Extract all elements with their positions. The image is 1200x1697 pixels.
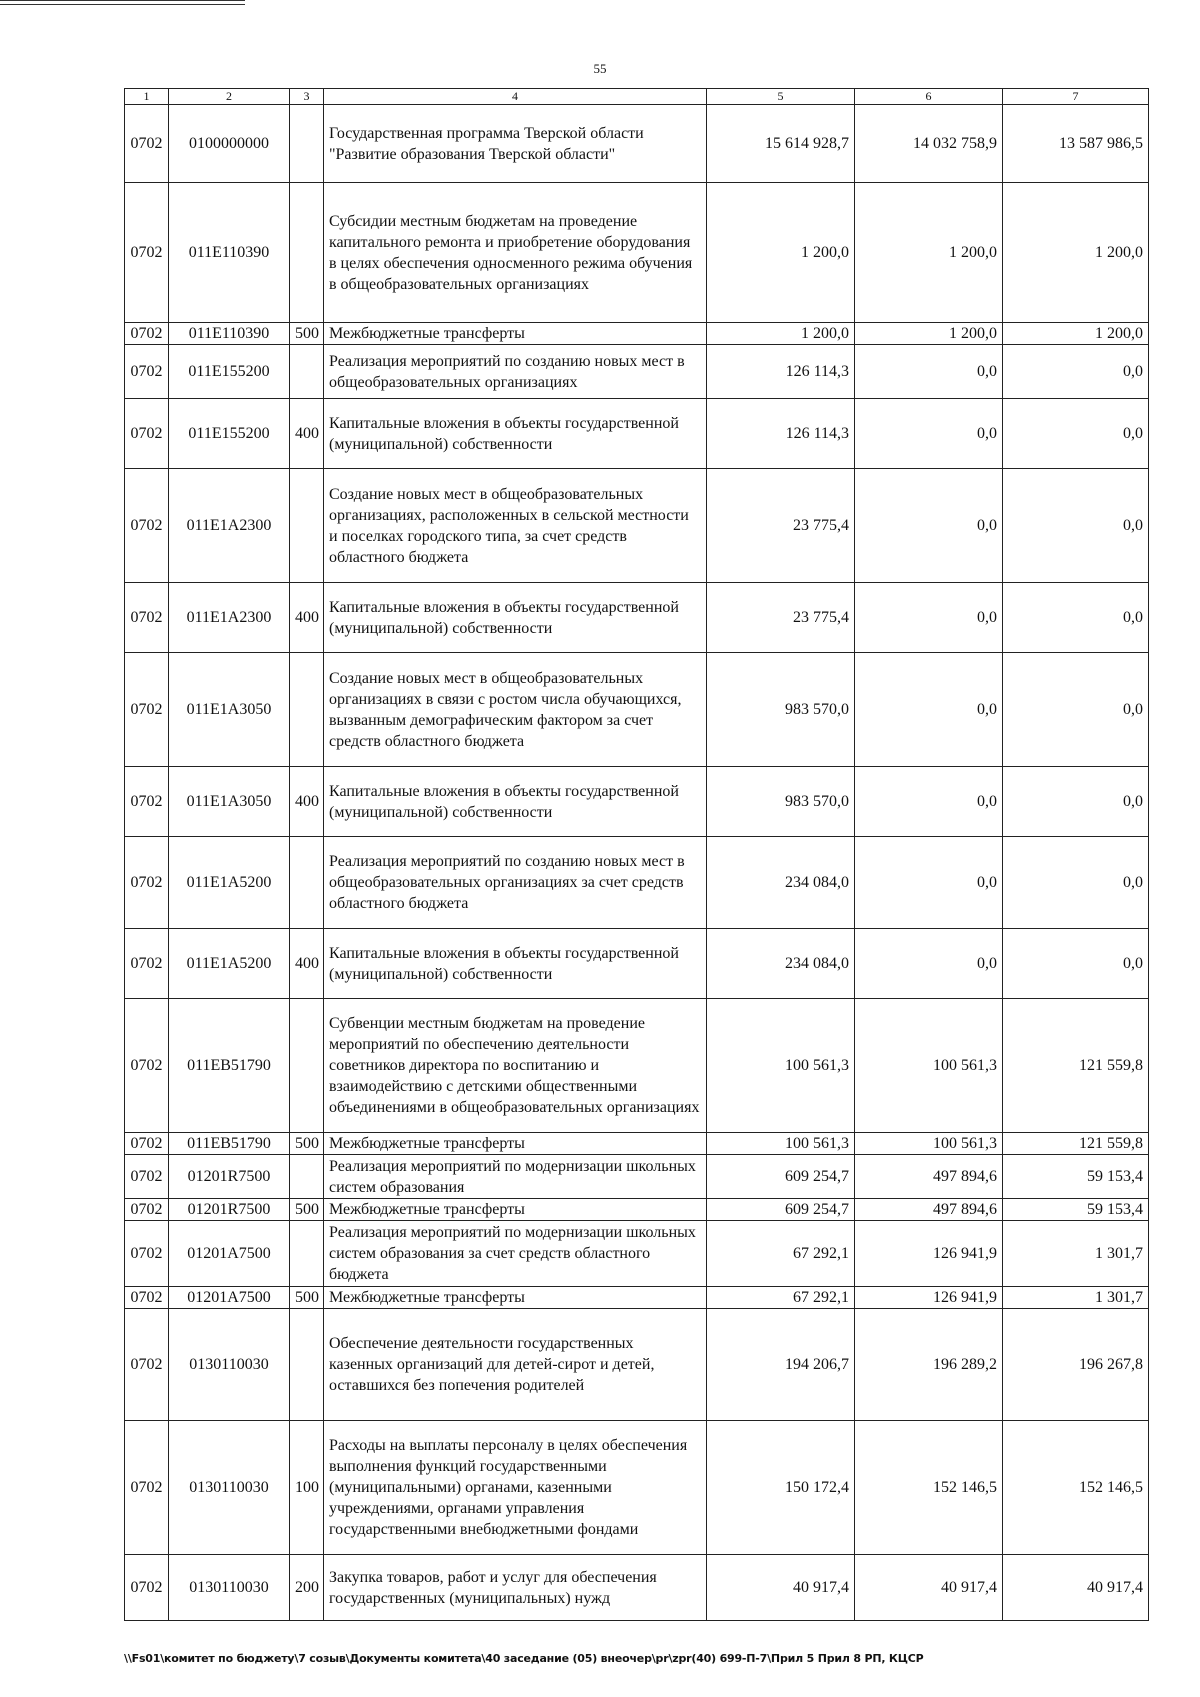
- amount-year1-cell: 126 114,3: [707, 345, 855, 399]
- target-article-cell: 011E1A3050: [169, 653, 290, 767]
- item-name-cell: Капитальные вложения в объекты государственной (муниципальной) собственности: [324, 767, 707, 837]
- table-row: [125, 767, 1149, 837]
- section-code-cell: 0702: [125, 323, 169, 345]
- target-article-cell: 011E1A3050: [169, 767, 290, 837]
- item-name-cell: Государственная программа Тверской области "Развитие образования Тверской области": [324, 105, 707, 183]
- table-row: [125, 469, 1149, 583]
- amount-year3-cell: 0,0: [1003, 469, 1149, 583]
- expense-type-cell: [290, 653, 324, 767]
- target-article-cell: 011E110390: [169, 323, 290, 345]
- amount-year3-cell: 0,0: [1003, 345, 1149, 399]
- amount-year1-cell: 983 570,0: [707, 653, 855, 767]
- table-row: [125, 1555, 1149, 1621]
- target-article-cell: 011E1A2300: [169, 469, 290, 583]
- target-article-cell: 011E1A5200: [169, 837, 290, 929]
- expense-type-cell: 200: [290, 1555, 324, 1621]
- target-article-cell: 0100000000: [169, 105, 290, 183]
- amount-year1-cell: 609 254,7: [707, 1155, 855, 1199]
- scan-edge-line: [0, 4, 245, 5]
- target-article-cell: 0130110030: [169, 1309, 290, 1421]
- item-name-cell: Расходы на выплаты персоналу в целях обеспечения выполнения функций государственными (муниципальными) органами, казенными учреждениями, органами управления государственными внебюджетными фондами: [324, 1421, 707, 1555]
- target-article-cell: 0130110030: [169, 1555, 290, 1621]
- section-code-cell: 0702: [125, 1555, 169, 1621]
- expense-type-cell: [290, 105, 324, 183]
- amount-year3-cell: 0,0: [1003, 837, 1149, 929]
- amount-year2-cell: 0,0: [855, 345, 1003, 399]
- amount-year1-cell: 150 172,4: [707, 1421, 855, 1555]
- table-row: [125, 399, 1149, 469]
- amount-year3-cell: 0,0: [1003, 583, 1149, 653]
- amount-year3-cell: 0,0: [1003, 399, 1149, 469]
- amount-year3-cell: 0,0: [1003, 767, 1149, 837]
- header-cell: 1: [125, 89, 169, 105]
- budget-table: [124, 88, 1149, 1621]
- table-row: [125, 1309, 1149, 1421]
- item-name-cell: Обеспечение деятельности государственных казенных организаций для детей-сирот и детей, оставшихся без попечения родителей: [324, 1309, 707, 1421]
- item-name-cell: Создание новых мест в общеобразовательных организациях, расположенных в сельской местности и поселках городского типа, за счет средств областного бюджета: [324, 469, 707, 583]
- file-path-footer: \\Fs01\комитет по бюджету\7 созыв\Документы комитета\40 заседание (05) внеочер\pr\zpr(40) 699-П-7\Прил 5 Прил 8 РП, КЦСР: [124, 1652, 924, 1665]
- target-article-cell: 01201A7500: [169, 1221, 290, 1287]
- table-row: [125, 1287, 1149, 1309]
- section-code-cell: 0702: [125, 1309, 169, 1421]
- amount-year2-cell: 0,0: [855, 653, 1003, 767]
- table-row: [125, 1155, 1149, 1199]
- expense-type-cell: [290, 837, 324, 929]
- section-code-cell: 0702: [125, 399, 169, 469]
- amount-year1-cell: 15 614 928,7: [707, 105, 855, 183]
- amount-year2-cell: 1 200,0: [855, 323, 1003, 345]
- amount-year1-cell: 100 561,3: [707, 1133, 855, 1155]
- amount-year2-cell: 0,0: [855, 583, 1003, 653]
- header-row: [125, 89, 1149, 105]
- expense-type-cell: 100: [290, 1421, 324, 1555]
- amount-year2-cell: 1 200,0: [855, 183, 1003, 323]
- target-article-cell: 011E155200: [169, 345, 290, 399]
- amount-year1-cell: 234 084,0: [707, 837, 855, 929]
- section-code-cell: 0702: [125, 1221, 169, 1287]
- amount-year3-cell: 59 153,4: [1003, 1155, 1149, 1199]
- item-name-cell: Капитальные вложения в объекты государственной (муниципальной) собственности: [324, 583, 707, 653]
- expense-type-cell: 400: [290, 929, 324, 999]
- table-row: [125, 929, 1149, 999]
- section-code-cell: 0702: [125, 183, 169, 323]
- section-code-cell: 0702: [125, 1287, 169, 1309]
- amount-year3-cell: 152 146,5: [1003, 1421, 1149, 1555]
- item-name-cell: Закупка товаров, работ и услуг для обеспечения государственных (муниципальных) нужд: [324, 1555, 707, 1621]
- header-cell: 4: [324, 89, 707, 105]
- expense-type-cell: 500: [290, 323, 324, 345]
- table-row: [125, 999, 1149, 1133]
- item-name-cell: Реализация мероприятий по созданию новых мест в общеобразовательных организациях за счет средств областного бюджета: [324, 837, 707, 929]
- amount-year1-cell: 67 292,1: [707, 1287, 855, 1309]
- table-row: [125, 183, 1149, 323]
- expense-type-cell: 400: [290, 767, 324, 837]
- expense-type-cell: [290, 183, 324, 323]
- table-row: [125, 105, 1149, 183]
- amount-year2-cell: 126 941,9: [855, 1287, 1003, 1309]
- expense-type-cell: 400: [290, 583, 324, 653]
- amount-year1-cell: 234 084,0: [707, 929, 855, 999]
- amount-year3-cell: 196 267,8: [1003, 1309, 1149, 1421]
- section-code-cell: 0702: [125, 469, 169, 583]
- table-row: [125, 1221, 1149, 1287]
- target-article-cell: 011E155200: [169, 399, 290, 469]
- amount-year1-cell: 1 200,0: [707, 323, 855, 345]
- item-name-cell: Реализация мероприятий по модернизации школьных систем образования за счет средств областного бюджета: [324, 1221, 707, 1287]
- amount-year2-cell: 497 894,6: [855, 1199, 1003, 1221]
- amount-year3-cell: 1 200,0: [1003, 323, 1149, 345]
- amount-year1-cell: 23 775,4: [707, 469, 855, 583]
- amount-year3-cell: 13 587 986,5: [1003, 105, 1149, 183]
- header-cell: 5: [707, 89, 855, 105]
- item-name-cell: Реализация мероприятий по модернизации школьных систем образования: [324, 1155, 707, 1199]
- amount-year1-cell: 67 292,1: [707, 1221, 855, 1287]
- amount-year3-cell: 40 917,4: [1003, 1555, 1149, 1621]
- amount-year2-cell: 14 032 758,9: [855, 105, 1003, 183]
- expense-type-cell: [290, 345, 324, 399]
- table-body: [125, 89, 1149, 1621]
- amount-year2-cell: 126 941,9: [855, 1221, 1003, 1287]
- target-article-cell: 0130110030: [169, 1421, 290, 1555]
- header-cell: 2: [169, 89, 290, 105]
- amount-year2-cell: 0,0: [855, 469, 1003, 583]
- amount-year1-cell: 126 114,3: [707, 399, 855, 469]
- expense-type-cell: [290, 999, 324, 1133]
- header-cell: 3: [290, 89, 324, 105]
- target-article-cell: 01201A7500: [169, 1287, 290, 1309]
- item-name-cell: Субвенции местным бюджетам на проведение мероприятий по обеспечению деятельности советников директора по воспитанию и взаимодействию с детскими общественными объединениями в общеобразовательных организациях: [324, 999, 707, 1133]
- amount-year2-cell: 0,0: [855, 399, 1003, 469]
- expense-type-cell: 400: [290, 399, 324, 469]
- target-article-cell: 01201R7500: [169, 1199, 290, 1221]
- table-row: [125, 653, 1149, 767]
- expense-type-cell: [290, 1221, 324, 1287]
- section-code-cell: 0702: [125, 345, 169, 399]
- table-row: [125, 583, 1149, 653]
- section-code-cell: 0702: [125, 1199, 169, 1221]
- item-name-cell: Капитальные вложения в объекты государственной (муниципальной) собственности: [324, 399, 707, 469]
- amount-year3-cell: 1 301,7: [1003, 1287, 1149, 1309]
- expense-type-cell: 500: [290, 1133, 324, 1155]
- section-code-cell: 0702: [125, 1133, 169, 1155]
- section-code-cell: 0702: [125, 999, 169, 1133]
- section-code-cell: 0702: [125, 583, 169, 653]
- scan-edge-line: [0, 0, 245, 1]
- section-code-cell: 0702: [125, 929, 169, 999]
- item-name-cell: Капитальные вложения в объекты государственной (муниципальной) собственности: [324, 929, 707, 999]
- amount-year2-cell: 196 289,2: [855, 1309, 1003, 1421]
- header-cell: 6: [855, 89, 1003, 105]
- item-name-cell: Субсидии местным бюджетам на проведение капитального ремонта и приобретение оборудования в целях обеспечения односменного режима обучения в общеобразовательных организациях: [324, 183, 707, 323]
- amount-year3-cell: 121 559,8: [1003, 1133, 1149, 1155]
- expense-type-cell: [290, 469, 324, 583]
- target-article-cell: 011E1A2300: [169, 583, 290, 653]
- target-article-cell: 011E1A5200: [169, 929, 290, 999]
- amount-year1-cell: 983 570,0: [707, 767, 855, 837]
- amount-year2-cell: 0,0: [855, 929, 1003, 999]
- amount-year3-cell: 59 153,4: [1003, 1199, 1149, 1221]
- amount-year2-cell: 497 894,6: [855, 1155, 1003, 1199]
- section-code-cell: 0702: [125, 653, 169, 767]
- amount-year3-cell: 121 559,8: [1003, 999, 1149, 1133]
- amount-year2-cell: 40 917,4: [855, 1555, 1003, 1621]
- amount-year1-cell: 23 775,4: [707, 583, 855, 653]
- table-row: [125, 1199, 1149, 1221]
- expense-type-cell: 500: [290, 1287, 324, 1309]
- item-name-cell: Межбюджетные трансферты: [324, 1133, 707, 1155]
- amount-year1-cell: 609 254,7: [707, 1199, 855, 1221]
- section-code-cell: 0702: [125, 1155, 169, 1199]
- amount-year2-cell: 0,0: [855, 767, 1003, 837]
- section-code-cell: 0702: [125, 837, 169, 929]
- table-row: [125, 837, 1149, 929]
- amount-year2-cell: 100 561,3: [855, 999, 1003, 1133]
- expense-type-cell: [290, 1155, 324, 1199]
- amount-year3-cell: 1 200,0: [1003, 183, 1149, 323]
- table-row: [125, 345, 1149, 399]
- target-article-cell: 011E110390: [169, 183, 290, 323]
- amount-year1-cell: 100 561,3: [707, 999, 855, 1133]
- amount-year3-cell: 0,0: [1003, 929, 1149, 999]
- table-row: [125, 1133, 1149, 1155]
- amount-year2-cell: 100 561,3: [855, 1133, 1003, 1155]
- expense-type-cell: 500: [290, 1199, 324, 1221]
- amount-year1-cell: 1 200,0: [707, 183, 855, 323]
- table-row: [125, 323, 1149, 345]
- amount-year1-cell: 194 206,7: [707, 1309, 855, 1421]
- item-name-cell: Реализация мероприятий по созданию новых мест в общеобразовательных организациях: [324, 345, 707, 399]
- item-name-cell: Межбюджетные трансферты: [324, 1199, 707, 1221]
- amount-year2-cell: 0,0: [855, 837, 1003, 929]
- table-row: [125, 1421, 1149, 1555]
- amount-year2-cell: 152 146,5: [855, 1421, 1003, 1555]
- amount-year3-cell: 1 301,7: [1003, 1221, 1149, 1287]
- section-code-cell: 0702: [125, 1421, 169, 1555]
- page-number: 55: [593, 61, 607, 76]
- target-article-cell: 01201R7500: [169, 1155, 290, 1199]
- amount-year1-cell: 40 917,4: [707, 1555, 855, 1621]
- target-article-cell: 011EB51790: [169, 1133, 290, 1155]
- item-name-cell: Межбюджетные трансферты: [324, 323, 707, 345]
- section-code-cell: 0702: [125, 105, 169, 183]
- expense-type-cell: [290, 1309, 324, 1421]
- amount-year3-cell: 0,0: [1003, 653, 1149, 767]
- item-name-cell: Создание новых мест в общеобразовательных организациях в связи с ростом числа обучающихся, вызванным демографическим фактором за счет средств областного бюджета: [324, 653, 707, 767]
- header-cell: 7: [1003, 89, 1149, 105]
- item-name-cell: Межбюджетные трансферты: [324, 1287, 707, 1309]
- section-code-cell: 0702: [125, 767, 169, 837]
- target-article-cell: 011EB51790: [169, 999, 290, 1133]
